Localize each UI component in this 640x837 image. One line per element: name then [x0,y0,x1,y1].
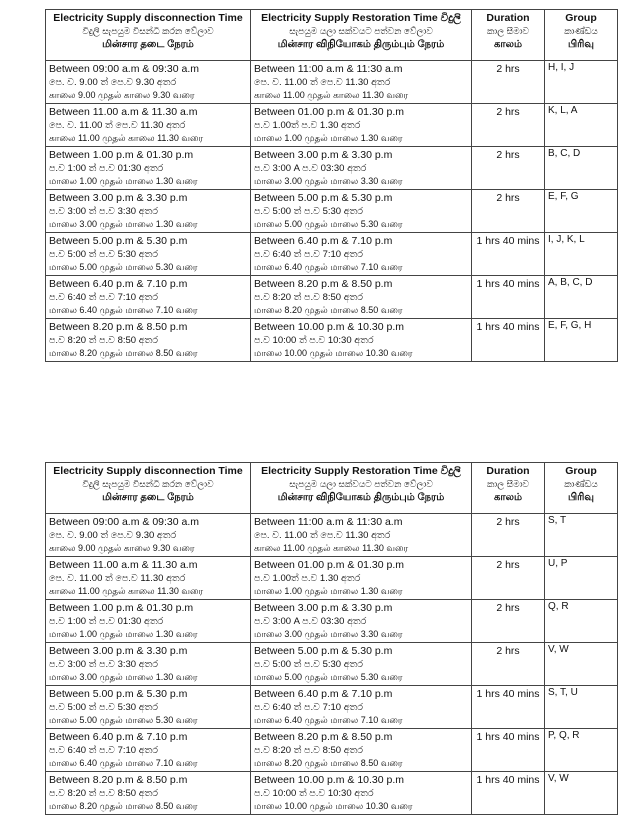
header-restoration-en: Electricity Supply Restoration Time විදුලි [261,12,461,24]
disconnection-si: ප.ව 1:00 ත් ප.ව 01:30 අතර [49,616,164,627]
table-row [46,514,618,557]
disconnection-ta: மாலை 1.00 முதல் மாலை 1.30 வரை [49,629,198,639]
group-cell: A, B, C, D [545,276,618,319]
disconnection-si: පෙ. ව. 11.00 ත් පෙ.ව 11.30 අතර [49,120,186,131]
header-duration [472,463,545,514]
restoration-ta: மாலை 5.00 முதல் மாலை 5.30 வரை [254,219,403,229]
disconnection-si: පෙ. ව. 9.00 ත් පෙ.ව 9.30 අතර [49,530,177,541]
disconnection-time-cell [46,61,251,104]
disconnection-en: Between 8.20 p.m & 8.50 p.m [49,774,188,786]
duration-cell: 1 hrs 40 mins [472,772,545,815]
restoration-si: ප.ව 8:20 ත් ප.ව 8:50 අතර [254,292,363,303]
duration-cell: 2 hrs [472,600,545,643]
restoration-time-cell [251,643,472,686]
table-row [46,643,618,686]
restoration-ta: மாலை 10.00 முதல் மாலை 10.30 வரை [254,348,413,358]
header-restoration-ta: மின்சார விநியோகம் திரும்பும் நேரம் [277,492,445,503]
disconnection-ta: மாலை 5.00 முதல் மாலை 5.30 வரை [49,262,198,272]
group-cell: E, F, G, H [545,319,618,362]
duration-cell: 1 hrs 40 mins [472,276,545,319]
restoration-en: Between 11:00 a.m & 11:30 a.m [254,516,403,528]
disconnection-ta: மாலை 5.00 முதல் மாலை 5.30 வரை [49,715,198,725]
header-duration-en: Duration [486,12,530,24]
header-group-en: Group [565,465,597,477]
disconnection-en: Between 5.00 p.m & 5.30 p.m [49,235,188,247]
header-disconnection-en: Electricity Supply disconnection Time [53,12,243,24]
header-duration [472,10,545,61]
header-duration-si: කාල සීමාව [486,479,529,489]
table-row [46,104,618,147]
disconnection-ta: காலை 11.00 முதல் காலை 11.30 வரை [49,133,204,143]
duration-cell: 1 hrs 40 mins [472,319,545,362]
restoration-si: ප.ව 6:40 ත් ප.ව 7:10 අතර [254,702,363,713]
duration-cell: 2 hrs [472,557,545,600]
disconnection-ta: மாலை 8.20 முதல் மாலை 8.50 வரை [49,801,198,811]
restoration-ta: காலை 11.00 முதல் காலை 11.30 வரை [254,90,409,100]
restoration-si: ප.ව 1.00ත් ප.ව 1.30 අතර [254,120,361,131]
header-restoration [251,10,472,61]
restoration-en: Between 5.00 p.m & 5.30 p.m [254,645,393,657]
table-row [46,557,618,600]
header-disconnection [46,463,251,514]
group-cell: I, J, K, L [545,233,618,276]
restoration-ta: மாலை 8.20 முதல் மாலை 8.50 வரை [254,758,403,768]
header-group-si: කාණ්ඩය [564,26,598,36]
header-disconnection-en: Electricity Supply disconnection Time [53,465,243,477]
restoration-si: ප.ව 5:00 ත් ප.ව 5:30 අතර [254,659,363,670]
disconnection-en: Between 3.00 p.m & 3.30 p.m [49,645,188,657]
disconnection-si: ප.ව 5:00 ත් ප.ව 5:30 අතර [49,702,158,713]
disconnection-en: Between 09:00 a.m & 09:30 a.m [49,63,200,75]
header-disconnection-ta: மின்சார தடை நேரம் [102,492,194,503]
restoration-si: ප.ව 10:00 ත් ප.ව 10:30 අතර [254,335,374,346]
restoration-ta: மாலை 8.20 முதல் மாலை 8.50 வரை [254,305,403,315]
header-duration-en: Duration [486,465,530,477]
table-row [46,276,618,319]
restoration-time-cell [251,190,472,233]
restoration-ta: மாலை 6.40 முதல் மாலை 7.10 வரை [254,715,403,725]
duration-cell: 2 hrs [472,514,545,557]
restoration-time-cell [251,104,472,147]
disconnection-ta: மாலை 6.40 முதல் மாலை 7.10 வரை [49,758,198,768]
restoration-time-cell [251,147,472,190]
disconnection-ta: மாலை 8.20 முதல் மாலை 8.50 வரை [49,348,198,358]
disconnection-ta: மாலை 3.00 முதல் மாலை 1.30 வரை [49,219,198,229]
disconnection-time-cell [46,190,251,233]
disconnection-en: Between 11.00 a.m & 11.30 a.m [49,559,198,571]
restoration-en: Between 3.00 p.m & 3.30 p.m [254,149,393,161]
disconnection-time-cell [46,772,251,815]
restoration-time-cell [251,600,472,643]
table-row [46,319,618,362]
disconnection-ta: காலை 11.00 முதல் காலை 11.30 வரை [49,586,204,596]
restoration-ta: மாலை 6.40 முதல் மாலை 7.10 வரை [254,262,403,272]
restoration-en: Between 3.00 p.m & 3.30 p.m [254,602,393,614]
disconnection-en: Between 6.40 p.m & 7.10 p.m [49,278,188,290]
group-cell: U, P [545,557,618,600]
disconnection-si: ප.ව 5:00 ත් ප.ව 5:30 අතර [49,249,158,260]
header-group-en: Group [565,12,597,24]
restoration-si: ප.ව 8:20 ත් ප.ව 8:50 අතර [254,745,363,756]
restoration-ta: மாலை 3.00 முதல் மாலை 3.30 வரை [254,629,403,639]
schedule-table-1 [45,9,618,362]
restoration-en: Between 8.20 p.m & 8.50 p.m [254,278,393,290]
disconnection-ta: மாலை 6.40 முதல் மாலை 7.10 வரை [49,305,198,315]
disconnection-ta: காலை 9.00 முதல் காலை 9.30 வரை [49,543,195,553]
restoration-time-cell [251,686,472,729]
restoration-time-cell [251,772,472,815]
duration-cell: 2 hrs [472,643,545,686]
disconnection-si: ප.ව 1:00 ත් ප.ව 01:30 අතර [49,163,164,174]
restoration-en: Between 8.20 p.m & 8.50 p.m [254,731,393,743]
group-cell: V, W [545,772,618,815]
duration-cell: 1 hrs 40 mins [472,729,545,772]
table-row [46,600,618,643]
disconnection-si: ප.ව 8:20 ත් ප.ව 8:50 අතර [49,335,158,346]
table-row [46,147,618,190]
disconnection-ta: காலை 9.00 முதல் காலை 9.30 வரை [49,90,195,100]
group-cell: V, W [545,643,618,686]
group-cell: H, I, J [545,61,618,104]
restoration-en: Between 10.00 p.m & 10.30 p.m [254,774,405,786]
table-row [46,729,618,772]
restoration-ta: மாலை 1.00 முதல் மாலை 1.30 வரை [254,133,403,143]
restoration-en: Between 01.00 p.m & 01.30 p.m [254,106,405,118]
disconnection-time-cell [46,600,251,643]
disconnection-time-cell [46,514,251,557]
restoration-time-cell [251,557,472,600]
group-cell: S, T [545,514,618,557]
disconnection-si: ප.ව 8:20 ත් ප.ව 8:50 අතර [49,788,158,799]
restoration-ta: மாலை 3.00 முதல் மாலை 3.30 வரை [254,176,403,186]
header-duration-ta: காலம் [494,39,522,50]
disconnection-time-cell [46,233,251,276]
restoration-en: Between 6.40 p.m & 7.10 p.m [254,235,393,247]
table-header-row [46,463,618,514]
restoration-ta: மாலை 1.00 முதல் மாலை 1.30 வரை [254,586,403,596]
restoration-time-cell [251,729,472,772]
table-row [46,772,618,815]
restoration-si: ප.ව 1.00ත් ප.ව 1.30 අතර [254,573,361,584]
header-restoration-si: සැපයුම යලා සක්වයට පත්වන වේලාව [289,26,433,36]
restoration-time-cell [251,61,472,104]
duration-cell: 2 hrs [472,190,545,233]
restoration-en: Between 11:00 a.m & 11:30 a.m [254,63,403,75]
disconnection-time-cell [46,729,251,772]
restoration-si: ප.ව 5:00 ත් ප.ව 5:30 අතර [254,206,363,217]
group-cell: K, L, A [545,104,618,147]
table-row [46,190,618,233]
header-restoration-si: සැපයුම යලා සක්වයට පත්වන වේලාව [289,479,433,489]
restoration-en: Between 10.00 p.m & 10.30 p.m [254,321,405,333]
group-cell: B, C, D [545,147,618,190]
disconnection-en: Between 09:00 a.m & 09:30 a.m [49,516,200,528]
header-disconnection-si: විදුලි සැපයුම විසන්ධි කරන වේලාව [82,26,214,36]
header-group [545,10,618,61]
header-restoration-en: Electricity Supply Restoration Time විදුලි [261,465,461,477]
header-disconnection [46,10,251,61]
disconnection-ta: மாலை 1.00 முதல் மாலை 1.30 வரை [49,176,198,186]
header-disconnection-si: විදුලි සැපයුම විසන්ධි කරන වේලාව [82,479,214,489]
restoration-si: ප.ව 6:40 ත් ප.ව 7:10 අතර [254,249,363,260]
table-row [46,686,618,729]
disconnection-time-cell [46,147,251,190]
duration-cell: 2 hrs [472,61,545,104]
disconnection-si: ප.ව 6:40 ත් ප.ව 7:10 අතර [49,292,158,303]
disconnection-si: ප.ව 3:00 ත් ප.ව 3:30 අතර [49,206,158,217]
header-restoration [251,463,472,514]
disconnection-ta: மாலை 3.00 முதல் மாலை 1.30 வரை [49,672,198,682]
disconnection-en: Between 3.00 p.m & 3.30 p.m [49,192,188,204]
group-cell: E, F, G [545,190,618,233]
restoration-ta: மாலை 5.00 முதல் மாலை 5.30 வரை [254,672,403,682]
restoration-en: Between 01.00 p.m & 01.30 p.m [254,559,405,571]
duration-cell: 2 hrs [472,104,545,147]
disconnection-en: Between 11.00 a.m & 11.30 a.m [49,106,198,118]
disconnection-si: පෙ. ව. 11.00 ත් පෙ.ව 11.30 අතර [49,573,186,584]
restoration-en: Between 6.40 p.m & 7.10 p.m [254,688,393,700]
header-restoration-ta: மின்சார விநியோகம் திரும்பும் நேரம் [277,39,445,50]
disconnection-si: ප.ව 6:40 ත් ප.ව 7:10 අතර [49,745,158,756]
disconnection-en: Between 6.40 p.m & 7.10 p.m [49,731,188,743]
table-row [46,61,618,104]
restoration-time-cell [251,276,472,319]
group-cell: Q, R [545,600,618,643]
disconnection-en: Between 5.00 p.m & 5.30 p.m [49,688,188,700]
schedule-table-2 [45,462,618,815]
header-duration-si: කාල සීමාව [486,26,529,36]
table-row [46,233,618,276]
restoration-si: පෙ. ව. 11.00 ත් පෙ.ව 11.30 අතර [254,530,391,541]
disconnection-en: Between 1.00 p.m & 01.30 p.m [49,602,194,614]
disconnection-si: පෙ. ව. 9.00 ත් පෙ.ව 9.30 අතර [49,77,177,88]
header-group-ta: பிரிவு [568,39,594,50]
restoration-si: ප.ව 3:00 A ප.ව 03:30 අතර [254,163,367,174]
restoration-ta: காலை 11.00 முதல் காலை 11.30 வரை [254,543,409,553]
disconnection-time-cell [46,557,251,600]
restoration-en: Between 5.00 p.m & 5.30 p.m [254,192,393,204]
restoration-si: පෙ. ව. 11.00 ත් පෙ.ව 11.30 අතර [254,77,391,88]
group-cell: S, T, U [545,686,618,729]
disconnection-time-cell [46,643,251,686]
group-cell: P, Q, R [545,729,618,772]
header-group-si: කාණ්ඩය [564,479,598,489]
duration-cell: 1 hrs 40 mins [472,233,545,276]
disconnection-time-cell [46,276,251,319]
disconnection-time-cell [46,319,251,362]
header-disconnection-ta: மின்சார தடை நேரம் [102,39,194,50]
disconnection-en: Between 8.20 p.m & 8.50 p.m [49,321,188,333]
disconnection-time-cell [46,104,251,147]
header-group-ta: பிரிவு [568,492,594,503]
disconnection-time-cell [46,686,251,729]
table-header-row [46,10,618,61]
disconnection-si: ප.ව 3:00 ත් ප.ව 3:30 අතර [49,659,158,670]
duration-cell: 1 hrs 40 mins [472,686,545,729]
restoration-si: ප.ව 3:00 A ප.ව 03:30 අතර [254,616,367,627]
restoration-time-cell [251,233,472,276]
disconnection-en: Between 1.00 p.m & 01.30 p.m [49,149,194,161]
duration-cell: 2 hrs [472,147,545,190]
restoration-time-cell [251,514,472,557]
restoration-si: ප.ව 10:00 ත් ප.ව 10:30 අතර [254,788,374,799]
restoration-time-cell [251,319,472,362]
header-duration-ta: காலம் [494,492,522,503]
restoration-ta: மாலை 10.00 முதல் மாலை 10.30 வரை [254,801,413,811]
header-group [545,463,618,514]
